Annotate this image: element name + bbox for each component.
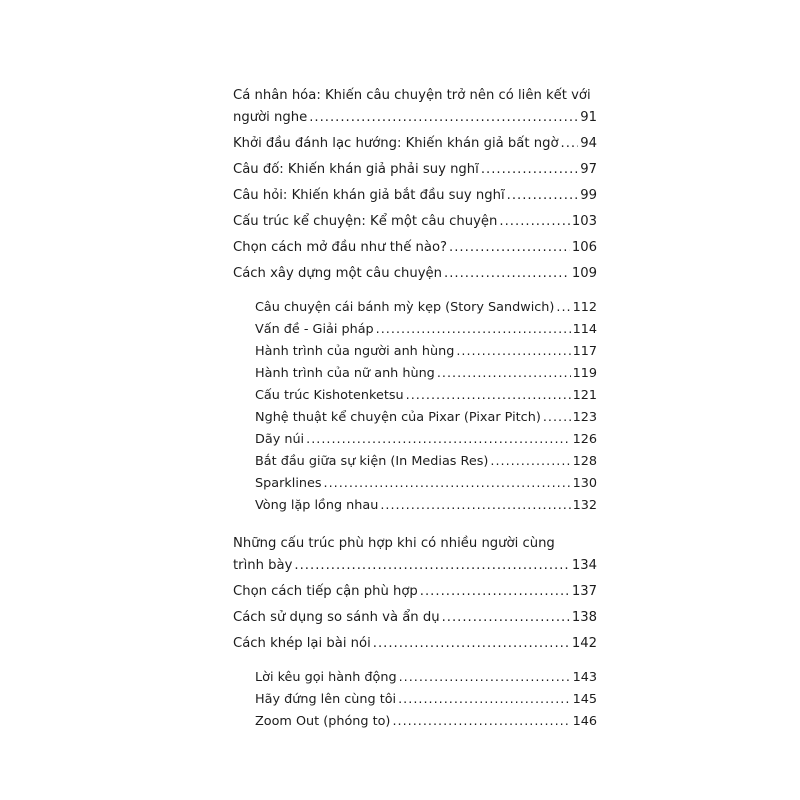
toc-subentry-page: 146	[572, 714, 597, 729]
toc-entry	[233, 237, 597, 259]
dot-leader	[481, 159, 578, 181]
toc-entry-page: 134	[571, 558, 597, 573]
toc-entry	[233, 211, 597, 233]
toc-subsection-1	[255, 297, 597, 517]
toc-entry-page: 137	[571, 584, 597, 599]
dot-leader	[420, 581, 570, 603]
toc-subentry-title: Nghệ thuật kể chuyện của Pixar (Pixar Pitch)	[255, 410, 541, 425]
toc-subentry-page: 128	[572, 454, 597, 469]
toc-subentry	[255, 451, 597, 473]
toc-entry-title: Câu hỏi: Khiến khán giả bắt đầu suy nghĩ	[233, 188, 505, 203]
dot-leader	[324, 473, 571, 495]
dot-leader	[490, 451, 570, 473]
toc-entry-title: Chọn cách mở đầu như thế nào?	[233, 240, 448, 255]
toc-subentry-page: 114	[572, 322, 597, 337]
toc-subentry-page: 112	[572, 300, 597, 315]
dot-leader	[499, 211, 569, 233]
toc-entry-title: Cách sử dụng so sánh và ẩn dụ	[233, 610, 440, 625]
toc-entry-title: Khởi đầu đánh lạc hướng: Khiến khán giả bất ngờ	[233, 136, 559, 151]
toc-group-2	[233, 533, 597, 655]
toc-entry	[233, 263, 597, 285]
toc-entry-title-line1: Những cấu trúc phù hợp khi có nhiều người cùng	[233, 536, 555, 551]
toc-entry	[233, 159, 597, 181]
dot-leader	[543, 407, 571, 429]
toc-subentry-page: 119	[572, 366, 597, 381]
toc-entry-page: 142	[571, 636, 597, 651]
toc-entry	[233, 581, 597, 603]
toc-subentry-title: Vòng lặp lồng nhau	[255, 498, 379, 513]
toc-entry-title: Cách xây dựng một câu chuyện	[233, 266, 443, 281]
toc-subentry	[255, 429, 597, 451]
toc-entry-page: 97	[580, 162, 597, 177]
toc-entry	[233, 607, 597, 629]
toc-subentry-page: 143	[572, 670, 597, 685]
toc-subentry	[255, 667, 597, 689]
toc-entry-title: Chọn cách tiếp cận phù hợp	[233, 584, 418, 599]
toc-subentry-title: Vấn đề - Giải pháp	[255, 322, 374, 337]
table-of-contents	[233, 85, 597, 733]
toc-entry-page: 109	[571, 266, 597, 281]
toc-entry-page: 138	[571, 610, 597, 625]
toc-subentry	[255, 407, 597, 429]
toc-subentry-page: 126	[572, 432, 597, 447]
toc-subentry-title: Hành trình của nữ anh hùng	[255, 366, 435, 381]
toc-subentry-page: 132	[572, 498, 597, 513]
dot-leader	[437, 363, 571, 385]
dot-leader	[373, 633, 570, 655]
toc-subentry-page: 117	[572, 344, 597, 359]
toc-subentry-title: Dãy núi	[255, 432, 305, 447]
toc-entry-title-line1: Cá nhân hóa: Khiến câu chuyện trở nên có liên kết với	[233, 88, 591, 103]
dot-leader	[306, 429, 570, 451]
toc-subentry-title: Cấu trúc Kishotenketsu	[255, 388, 404, 403]
toc-subentry-title: Bắt đầu giữa sự kiện (In Medias Res)	[255, 454, 489, 469]
toc-subentry	[255, 711, 597, 733]
toc-subentry-page: 130	[572, 476, 597, 491]
toc-entry-page: 99	[580, 188, 597, 203]
toc-subentry-title: Câu chuyện cái bánh mỳ kẹp (Story Sandwich)	[255, 300, 555, 315]
toc-entry-page: 94	[580, 136, 597, 151]
dot-leader	[392, 711, 570, 733]
toc-entry	[233, 533, 597, 577]
dot-leader	[442, 607, 570, 629]
toc-entry-title: người nghe	[233, 110, 308, 125]
dot-leader	[380, 495, 570, 517]
toc-subentry-title: Hành trình của người anh hùng	[255, 344, 455, 359]
toc-subsection-2	[255, 667, 597, 733]
toc-entry-title: Cách khép lại bài nói	[233, 636, 371, 651]
toc-entry-page: 106	[571, 240, 597, 255]
toc-subentry-page: 145	[572, 692, 597, 707]
dot-leader	[376, 319, 571, 341]
toc-entry-page: 103	[571, 214, 597, 229]
toc-subentry	[255, 495, 597, 517]
dot-leader	[556, 297, 570, 319]
toc-subentry	[255, 341, 597, 363]
toc-subentry-title: Lời kêu gọi hành động	[255, 670, 397, 685]
dot-leader	[456, 341, 570, 363]
toc-subentry-page: 121	[572, 388, 597, 403]
toc-entry-title: trình bày	[233, 558, 293, 573]
toc-group-1	[233, 85, 597, 285]
dot-leader	[406, 385, 571, 407]
dot-leader	[561, 133, 579, 155]
toc-entry	[233, 185, 597, 207]
toc-subentry-title: Zoom Out (phóng to)	[255, 714, 391, 729]
toc-entry	[233, 633, 597, 655]
toc-entry-title: Cấu trúc kể chuyện: Kể một câu chuyện	[233, 214, 498, 229]
dot-leader	[399, 667, 571, 689]
dot-leader	[294, 555, 569, 577]
toc-subentry-title: Hãy đứng lên cùng tôi	[255, 692, 397, 707]
toc-subentry-page: 123	[572, 410, 597, 425]
dot-leader	[444, 263, 570, 285]
toc-subentry-title: Sparklines	[255, 476, 322, 491]
toc-subentry	[255, 689, 597, 711]
toc-subentry	[255, 297, 597, 319]
toc-subentry	[255, 363, 597, 385]
dot-leader	[507, 185, 579, 207]
dot-leader	[398, 689, 570, 711]
toc-entry	[233, 85, 597, 129]
dot-leader	[449, 237, 570, 259]
toc-subentry	[255, 473, 597, 495]
toc-entry	[233, 133, 597, 155]
toc-entry-title: Câu đố: Khiến khán giả phải suy nghĩ	[233, 162, 479, 177]
toc-entry-page: 91	[580, 110, 597, 125]
toc-subentry	[255, 319, 597, 341]
dot-leader	[309, 107, 578, 129]
toc-subentry	[255, 385, 597, 407]
